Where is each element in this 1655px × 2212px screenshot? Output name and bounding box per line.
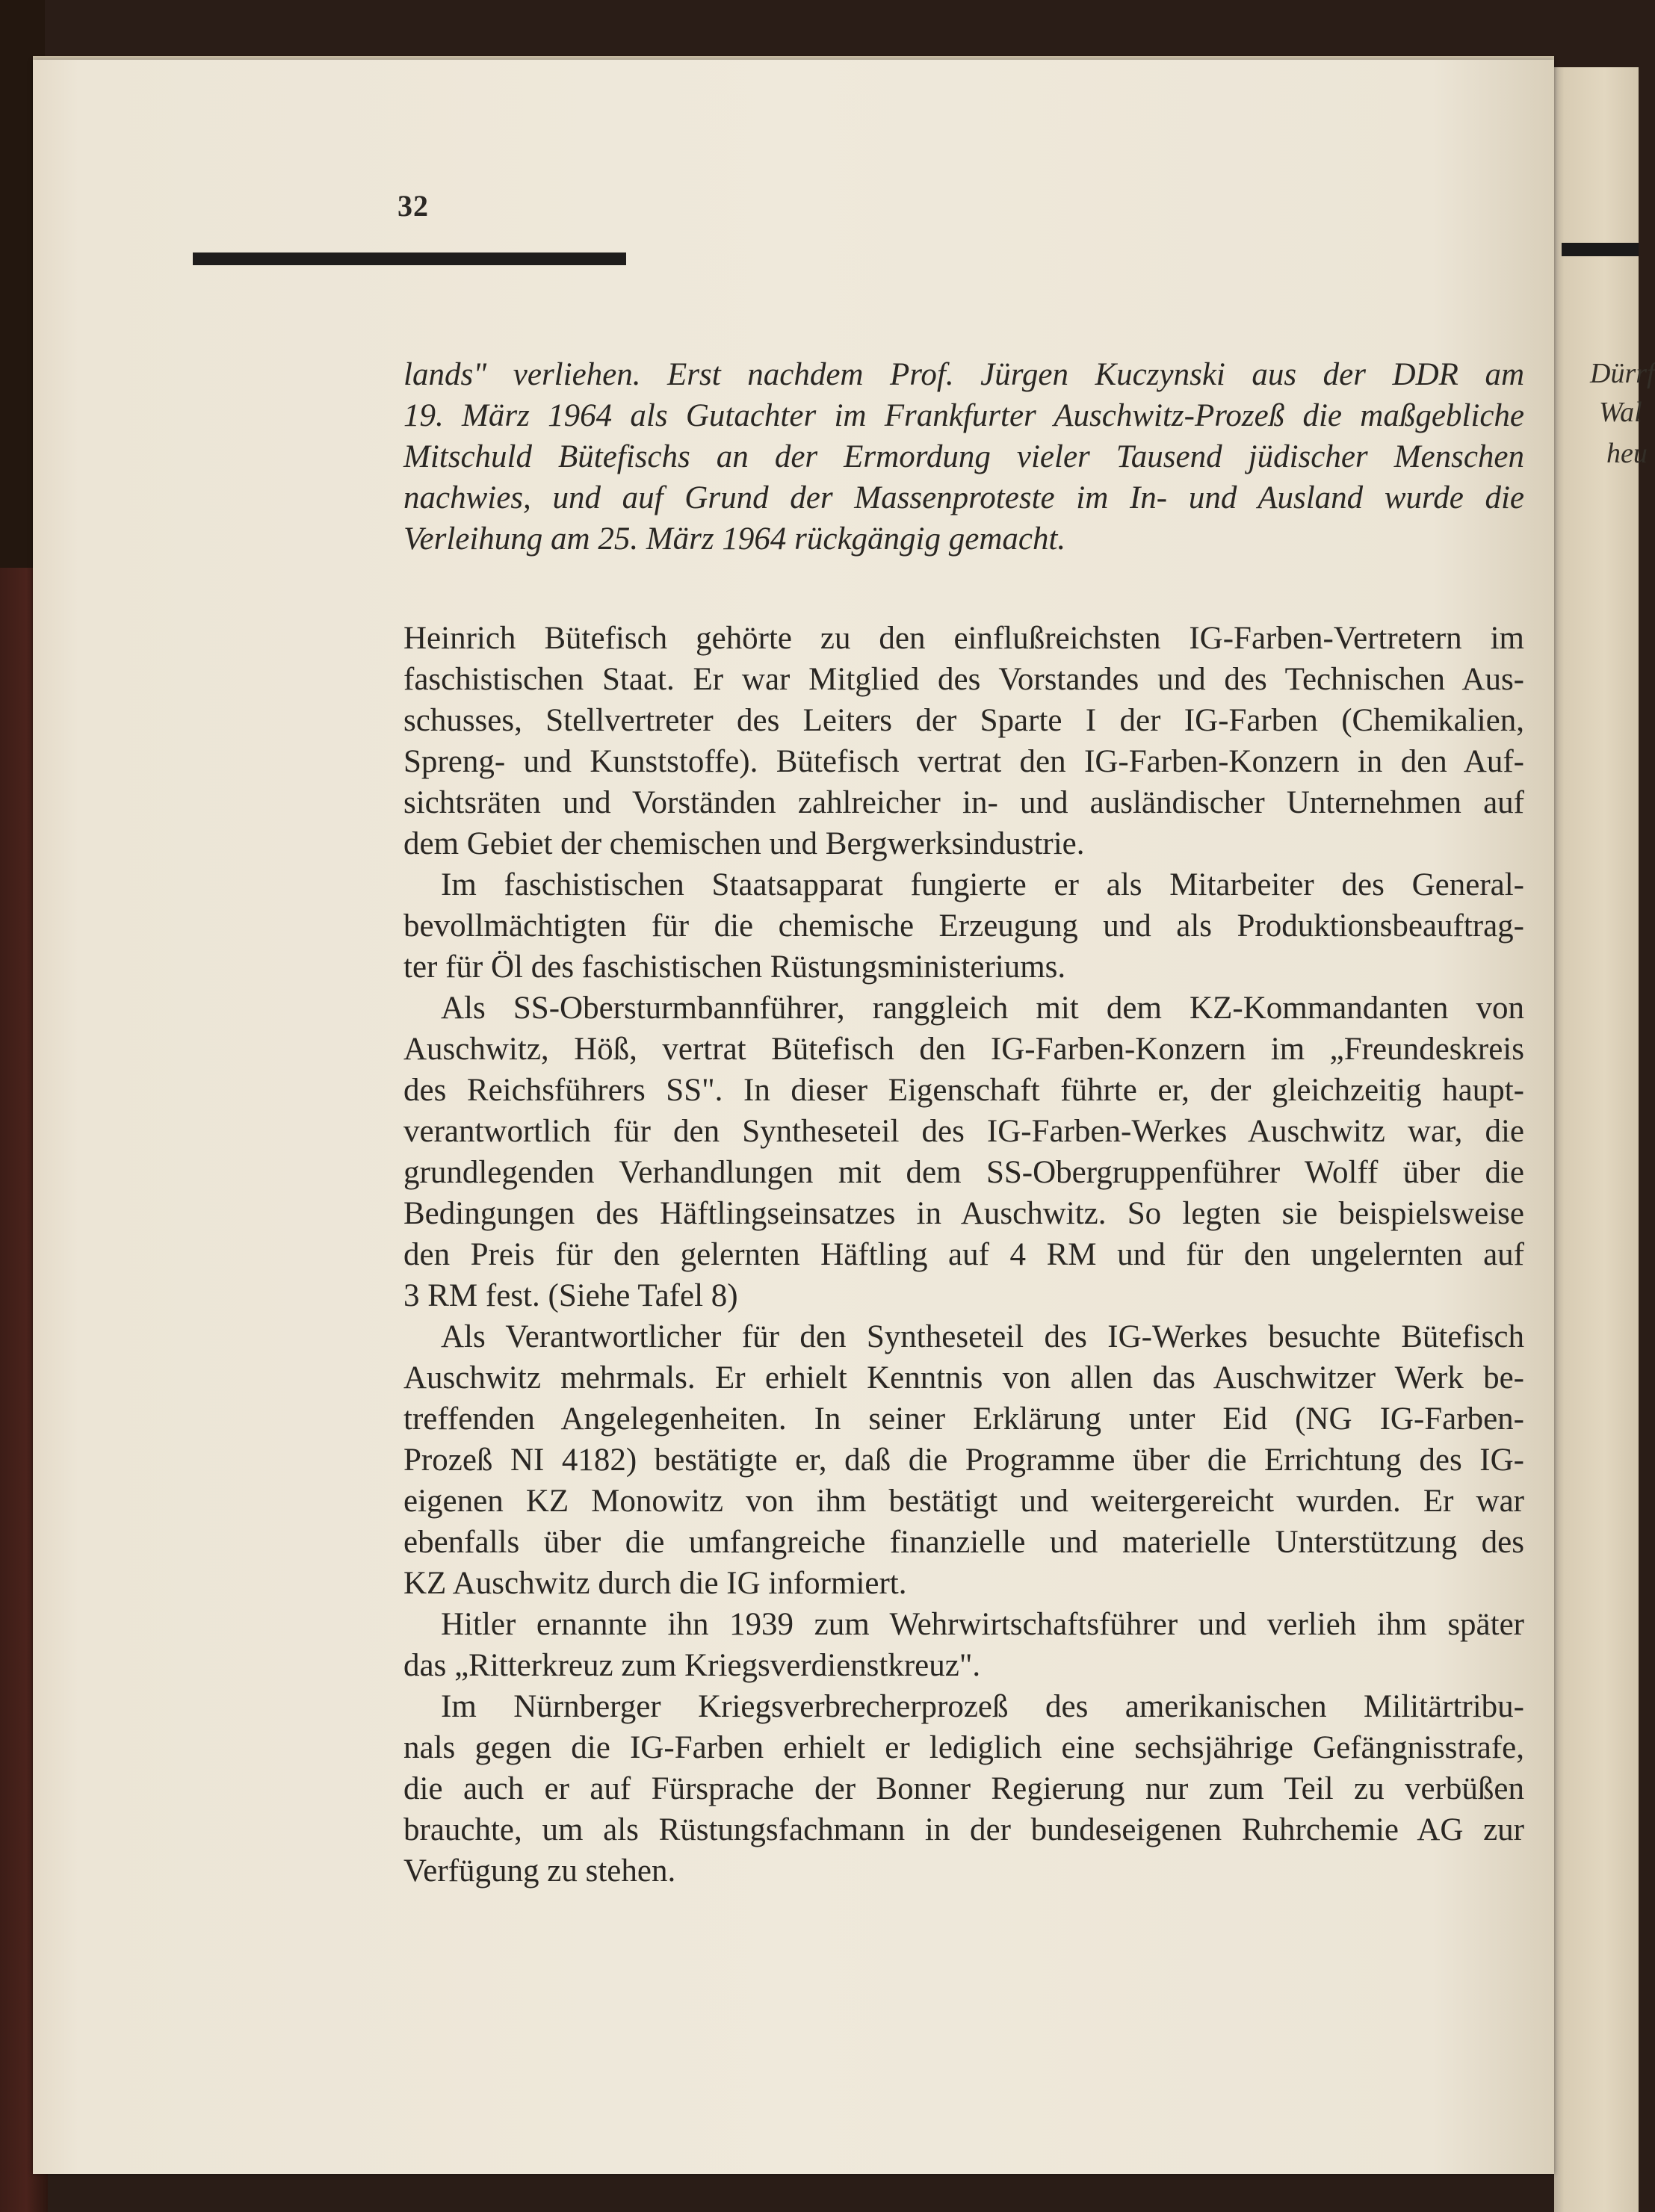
paragraph — [403, 988, 1524, 1316]
text-line: Verleihung am 25. März 1964 rückgängig gemacht. — [403, 521, 1066, 557]
text-line: Im Nürnberger Kriegsverbrecherprozeß des amerikanischen Militärtribu- — [441, 1689, 1524, 1724]
text-line: faschistischen Staat. Er war Mitglied des Vorstandes und des Technischen Aus- — [403, 662, 1524, 697]
paragraph — [403, 1686, 1524, 1892]
text-line: den Preis für den gelernten Häftling auf 4 RM und für den ungelernten auf — [403, 1237, 1524, 1272]
text-line: schusses, Stellvertreter des Leiters der Sparte I der IG-Farben (Chemikalien, — [403, 703, 1524, 738]
text-line: Als SS-Obersturmbannführer, ranggleich mit dem KZ-Kommandanten von — [441, 991, 1524, 1026]
italic-paragraph — [403, 354, 1524, 560]
header-rule — [193, 253, 626, 265]
page-body — [403, 354, 1524, 1892]
text-line: Als Verantwortlicher für den Syntheseteil des IG-Werkes besuchte Bütefisch — [441, 1319, 1524, 1354]
text-line: Mitschuld Bütefischs an der Ermordung vieler Tausend jüdischer Menschen — [403, 439, 1524, 474]
text-line: 19. März 1964 als Gutachter im Frankfurter Auschwitz-Prozeß die maßgebliche — [403, 398, 1524, 433]
text-line: brauchte, um als Rüstungsfachmann in der bundeseigenen Ruhrchemie AG zur — [403, 1812, 1524, 1847]
paragraph — [403, 1604, 1524, 1686]
text-line: ter für Öl des faschistischen Rüstungsministeriums. — [403, 949, 1066, 985]
text-line: eigenen KZ Monowitz von ihm bestätigt und weitergereicht wurden. Er war — [403, 1484, 1524, 1519]
next-page-header-rule — [1562, 243, 1639, 256]
text-line: bevollmächtigten für die chemische Erzeugung und als Produktionsbeauftrag- — [403, 908, 1524, 944]
text-line: nals gegen die IG-Farben erhielt er lediglich eine sechsjährige Gefängnisstrafe, — [403, 1730, 1524, 1765]
next-page-fragment: Dürrf — [1590, 358, 1655, 389]
text-line: treffenden Angelegenheiten. In seiner Erklärung unter Eid (NG IG-Farben- — [403, 1401, 1524, 1437]
text-line: Bedingungen des Häftlingseinsatzes in Auschwitz. So legten sie beispielsweise — [403, 1196, 1524, 1231]
text-line: Spreng- und Kunststoffe). Bütefisch vertrat den IG-Farben-Konzern in den Auf- — [403, 744, 1524, 779]
text-line: sichtsräten und Vorständen zahlreicher in- und ausländischer Unternehmen auf — [403, 785, 1524, 820]
text-line: dem Gebiet der chemischen und Bergwerksindustrie. — [403, 826, 1085, 861]
text-line: Prozeß NI 4182) bestätigte er, daß die Programme über die Errichtung des IG- — [403, 1443, 1524, 1478]
text-line: ebenfalls über die umfangreiche finanzielle und materielle Unterstützung des — [403, 1525, 1524, 1560]
page-number: 32 — [397, 189, 429, 223]
text-line: 3 RM fest. (Siehe Tafel 8) — [403, 1278, 738, 1313]
text-line: Auschwitz mehrmals. Er erhielt Kenntnis von allen das Auschwitzer Werk be- — [403, 1360, 1524, 1395]
text-line: das „Ritterkreuz zum Kriegsverdienstkreuz". — [403, 1648, 981, 1683]
text-line: des Reichsführers SS". In dieser Eigenschaft führte er, der gleichzeitig haupt- — [403, 1073, 1524, 1108]
paragraph — [403, 864, 1524, 988]
paragraph — [403, 1316, 1524, 1604]
text-line: Heinrich Bütefisch gehörte zu den einflußreichsten IG-Farben-Vertretern im — [403, 621, 1524, 656]
text-line: Im faschistischen Staatsapparat fungierte er als Mitarbeiter des General- — [441, 867, 1524, 902]
next-page-fragment: Wal — [1599, 397, 1642, 428]
text-line: verantwortlich für den Syntheseteil des IG-Farben-Werkes Auschwitz war, die — [403, 1114, 1524, 1149]
text-line: grundlegenden Verhandlungen mit dem SS-Obergruppenführer Wolff über die — [403, 1155, 1524, 1190]
text-line: Verfügung zu stehen. — [403, 1853, 676, 1889]
next-page-fragment: heu — [1606, 438, 1648, 469]
text-line: Hitler ernannte ihn 1939 zum Wehrwirtschaftsführer und verlieh ihm später — [441, 1607, 1524, 1642]
text-line: die auch er auf Fürsprache der Bonner Regierung nur zum Teil zu verbüßen — [403, 1771, 1524, 1806]
text-line: Auschwitz, Höß, vertrat Bütefisch den IG-Farben-Konzern im „Freundeskreis — [403, 1032, 1524, 1067]
paragraph-gap — [403, 560, 1524, 618]
text-line: lands" verliehen. Erst nachdem Prof. Jürgen Kuczynski aus der DDR am — [403, 357, 1524, 392]
text-line: nachwies, und auf Grund der Massenproteste im In- und Ausland wurde die — [403, 480, 1524, 515]
text-line: KZ Auschwitz durch die IG informiert. — [403, 1566, 907, 1601]
paragraph — [403, 618, 1524, 864]
